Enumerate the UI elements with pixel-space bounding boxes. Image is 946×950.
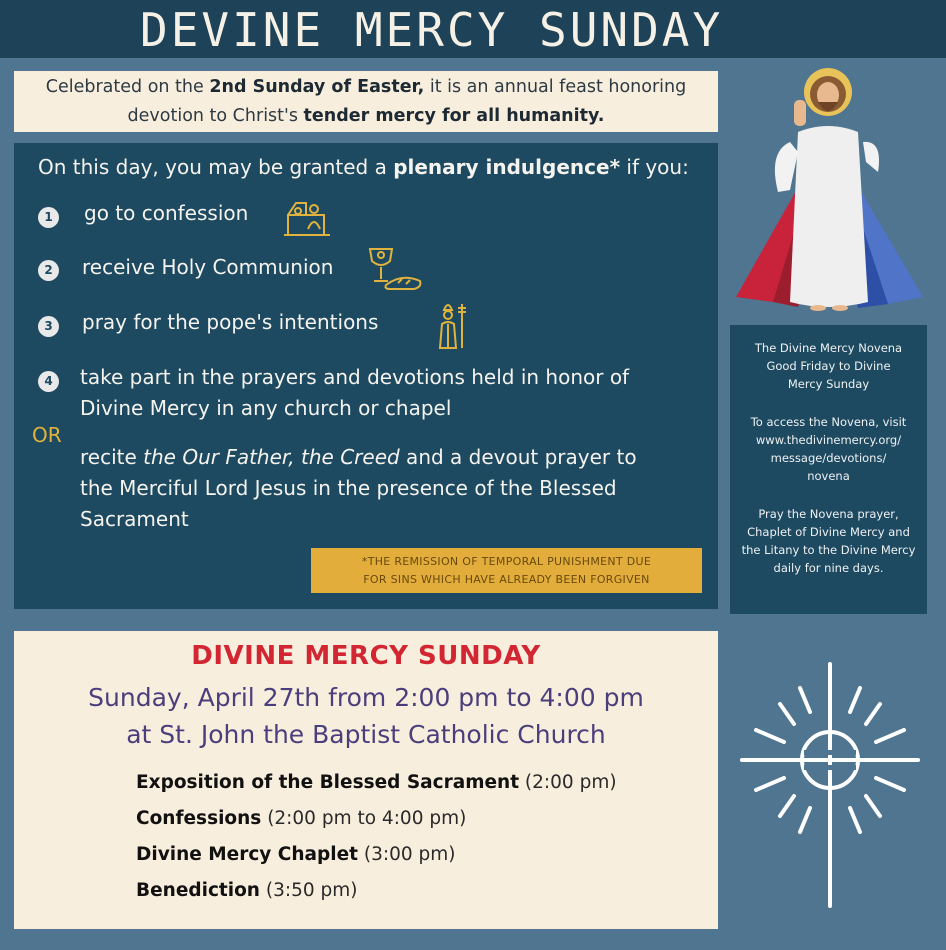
host-cross-icon (740, 660, 920, 910)
or-label: OR (32, 423, 62, 447)
step-pope: pray for the pope's intentions (82, 310, 379, 334)
novena-panel: The Divine Mercy Novena Good Friday to Divine Mercy Sunday To access the Novena, visit www.thedivinemercy.org/ message/devotions/ novena Pray the Novena prayer, Chaplet of Divine Mercy and the Litany to the Divine Mercy daily for nine days. (730, 325, 927, 614)
divine-mercy-jesus-image (728, 62, 928, 312)
step-devotions: take part in the prayers and devotions held in honor of Divine Mercy in any church or chapel (80, 365, 630, 420)
confession-icon (282, 195, 332, 239)
step-number-4: 4 (38, 371, 59, 392)
indulgence-lead: On this day, you may be granted a plenary indulgence* if you: (38, 155, 689, 179)
page-title: DEVINE MERCY SUNDAY (140, 3, 724, 57)
step-number-3: 3 (38, 316, 59, 337)
event-box (14, 631, 718, 929)
event-title: DIVINE MERCY SUNDAY (191, 641, 541, 671)
step-alternative: recite the Our Father, the Creed and a devout prayer to the Merciful Lord Jesus in the presence of the Blessed Sacrament (80, 445, 637, 531)
novena-link-text: To access the Novena, visit www.thedivinemercy.org/ message/devotions/ novena (750, 415, 907, 483)
intro-line-1: Celebrated on the 2nd Sunday of Easter, it is an annual feast honoring (45, 77, 687, 97)
schedule-item: Confessions (2:00 pm to 4:00 pm) (136, 808, 467, 829)
step-number-2: 2 (38, 260, 59, 281)
intro-banner (14, 71, 718, 132)
chalice-icon (366, 243, 426, 293)
schedule-item: Exposition of the Blessed Sacrament (2:00 pm) (136, 772, 617, 793)
indulgence-panel (14, 143, 718, 609)
schedule-item: Benediction (3:50 pm) (136, 880, 358, 901)
pope-icon (432, 298, 472, 352)
step-communion: receive Holy Communion (82, 255, 334, 279)
step-number-1: 1 (38, 207, 59, 228)
intro-line-2: devotion to Christ's tender mercy for all humanity. (127, 106, 605, 126)
footnote-box: *THE REMISSION OF TEMPORAL PUNISHMENT DUE FOR SINS WHICH HAVE ALREADY BEEN FORGIVEN (311, 548, 702, 593)
event-time-location: Sunday, April 27th from 2:00 pm to 4:00 pm at St. John the Baptist Catholic Church (88, 683, 644, 749)
schedule-item: Divine Mercy Chaplet (3:00 pm) (136, 844, 456, 865)
step-confession: go to confession (84, 201, 249, 225)
event-schedule (136, 765, 617, 909)
